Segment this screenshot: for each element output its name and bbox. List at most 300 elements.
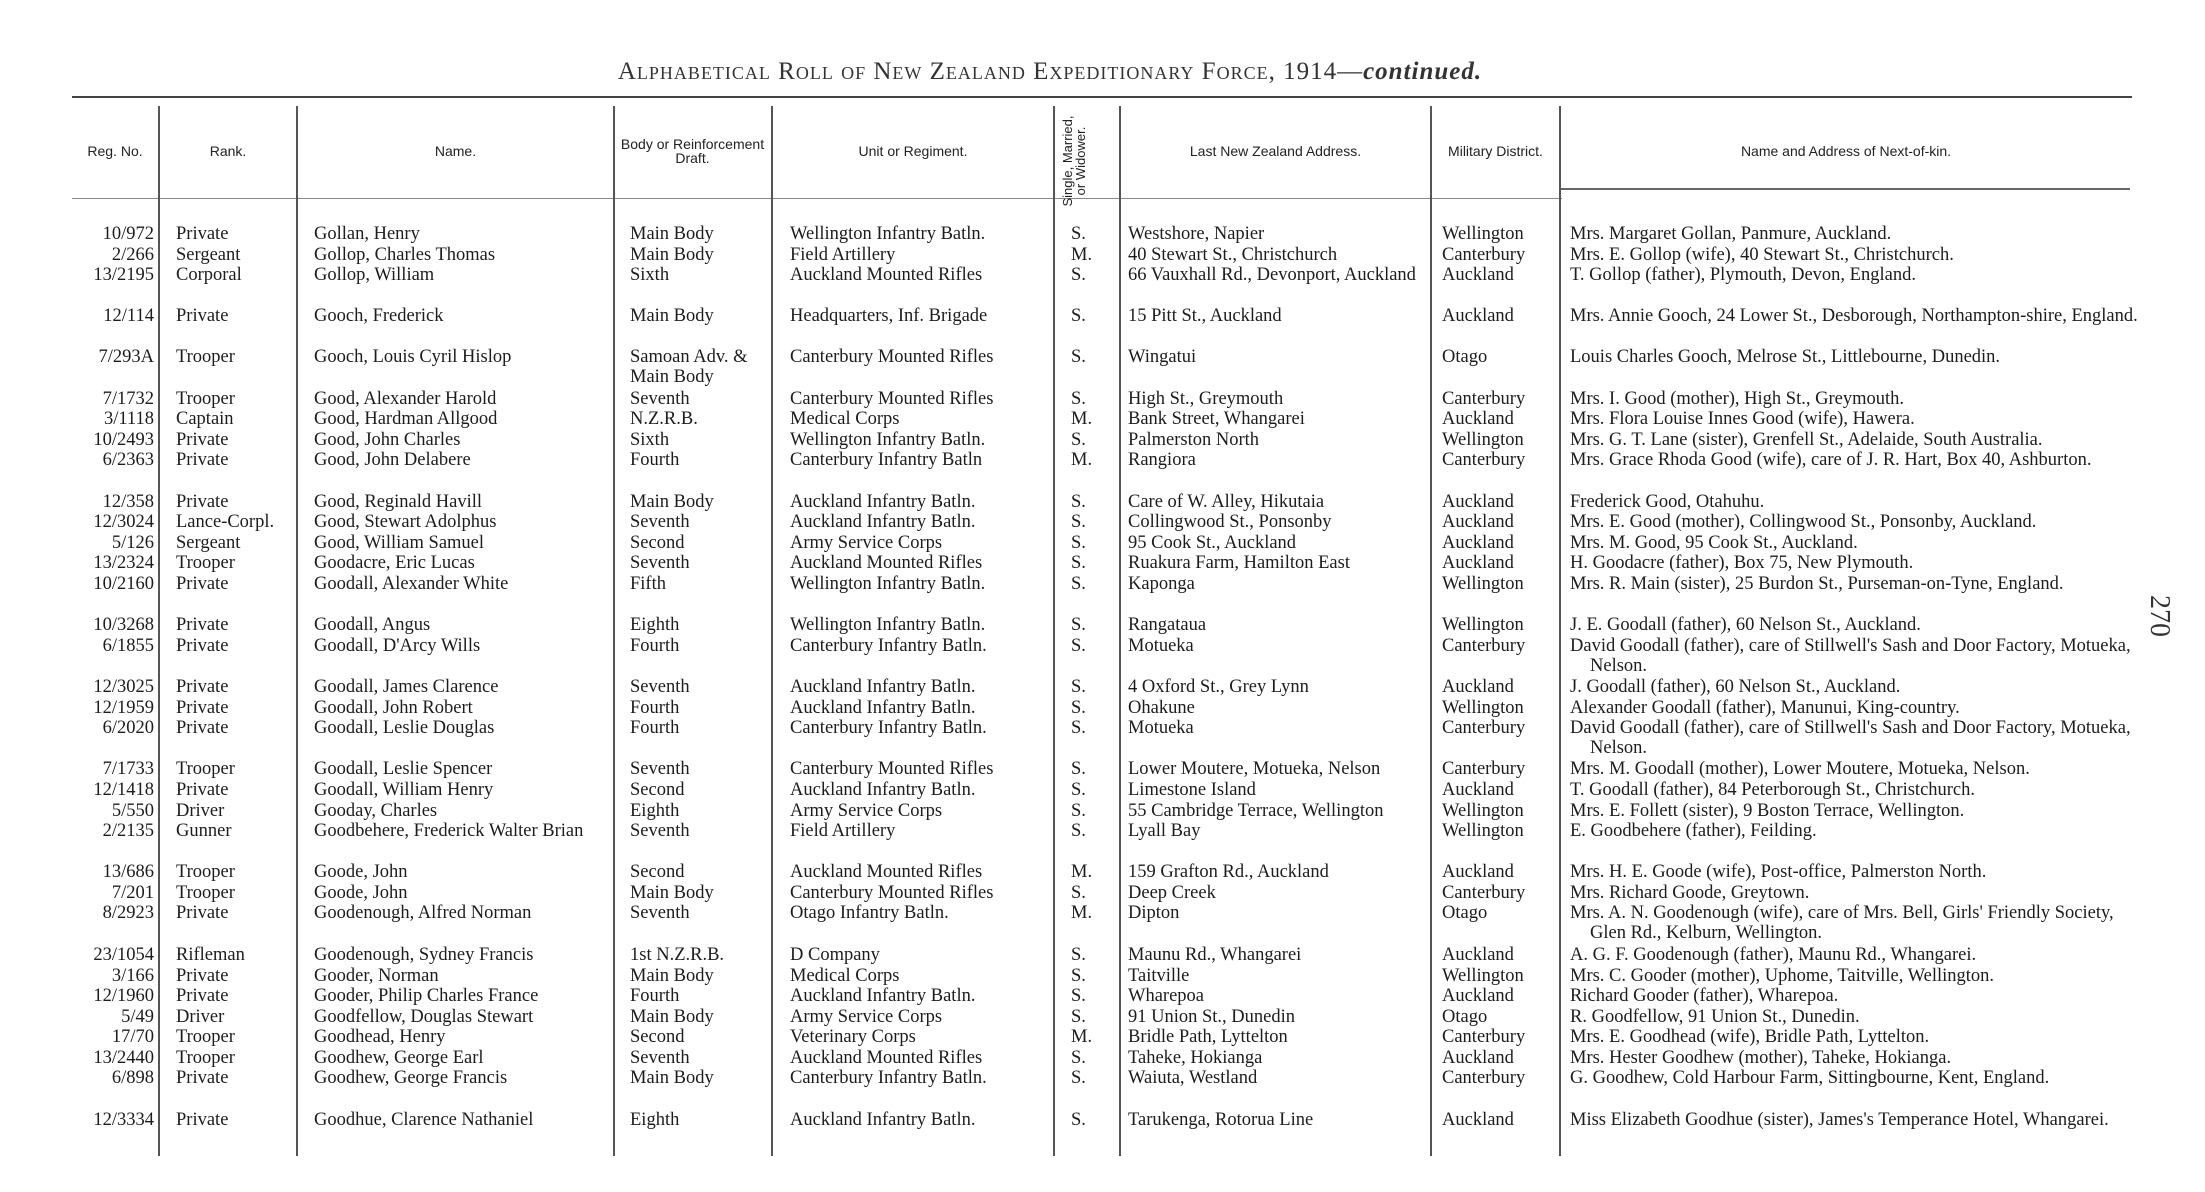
cell-kin: Richard Gooder (father), Wharepoa. [1570,986,1839,1006]
cell-rank: Private [176,492,229,512]
cell-status: S. [1071,265,1086,285]
cell-name: Gooder, Norman [314,966,439,986]
cell-name: Goodall, William Henry [314,780,494,800]
cell-draft: Main Body [630,245,714,265]
cell-rank: Trooper [176,862,235,882]
cell-name: Good, Stewart Adolphus [314,512,497,532]
cell-status: M. [1071,409,1093,429]
header-unit: Unit or Regiment. [858,143,968,159]
cell-kin: Mrs. H. E. Goode (wife), Post-office, Palmerston North. [1570,862,1987,882]
cell-rank: Private [176,450,229,470]
cell-district: Auckland [1442,945,1514,965]
cell-district: Wellington [1442,801,1524,821]
cell-status: S. [1071,636,1086,656]
cell-kin: Mrs. E. Follett (sister), 9 Boston Terrace, Wellington. [1570,801,1965,821]
column-rule [1053,106,1055,1156]
cell-district: Canterbury [1442,450,1526,470]
cell-reg: 12/3334 [93,1110,154,1130]
cell-kin: J. E. Goodall (father), 60 Nelson St., Auckland. [1570,615,1921,635]
cell-rank: Lance-Corpl. [176,512,275,532]
cell-unit: Canterbury Mounted Rifles [790,347,994,367]
cell-kin: Mrs. A. N. Goodenough (wife), care of Mrs. Bell, Girls' Friendly Society, Glen Rd., Kelburn, Wellington. [1570,903,2114,943]
cell-status: S. [1071,1110,1086,1130]
cell-draft: Seventh [630,677,690,697]
cell-draft: Seventh [630,1048,690,1068]
cell-district: Auckland [1442,512,1514,532]
cell-address: Palmerston North [1128,430,1260,450]
cell-draft: Seventh [630,512,690,532]
cell-address: Kaponga [1128,574,1195,594]
cell-district: Auckland [1442,1110,1514,1130]
cell-kin: Mrs. M. Good, 95 Cook St., Auckland. [1570,533,1858,553]
cell-status: S. [1071,533,1086,553]
cell-name: Good, John Delabere [314,450,471,470]
cell-unit: Otago Infantry Batln. [790,903,949,923]
cell-kin: David Goodall (father), care of Stillwell's Sash and Door Factory, Motueka, Nelson. [1570,718,2131,758]
cell-district: Canterbury [1442,1027,1526,1047]
cell-unit: Auckland Infantry Batln. [790,698,976,718]
cell-draft: Main Body [630,883,714,903]
cell-draft: Eighth [630,801,680,821]
cell-reg: 5/49 [121,1007,154,1027]
cell-name: Goodall, Alexander White [314,574,509,594]
cell-district: Auckland [1442,677,1514,697]
cell-reg: 12/1418 [93,780,154,800]
cell-address: Wingatui [1128,347,1197,367]
cell-rank: Private [176,574,229,594]
cell-draft: Eighth [630,615,680,635]
cell-draft: Fourth [630,450,680,470]
cell-kin: H. Goodacre (father), Box 75, New Plymouth. [1570,553,1914,573]
cell-rank: Trooper [176,347,235,367]
cell-reg: 5/550 [111,801,154,821]
cell-district: Canterbury [1442,759,1526,779]
cell-rank: Rifleman [176,945,245,965]
cell-name: Goodall, Angus [314,615,431,635]
cell-draft: Fourth [630,718,680,738]
column-rule [1119,106,1121,1156]
cell-district: Wellington [1442,224,1524,244]
cell-status: S. [1071,1007,1086,1027]
cell-address: 40 Stewart St., Christchurch [1128,245,1338,265]
cell-name: Goodbehere, Frederick Walter Brian [314,821,584,841]
header-next-of-kin: Name and Address of Next-of-kin. [1740,143,1952,159]
cell-kin: Mrs. R. Main (sister), 25 Burdon St., Purseman-on-Tyne, England. [1570,574,2064,594]
cell-name: Goode, John [314,883,408,903]
cell-name: Goodhue, Clarence Nathaniel [314,1110,534,1130]
cell-district: Wellington [1442,574,1524,594]
cell-rank: Trooper [176,1048,235,1068]
cell-draft: Main Body [630,492,714,512]
cell-name: Goodacre, Eric Lucas [314,553,475,573]
cell-kin: Mrs. C. Gooder (mother), Uphome, Taitville, Wellington. [1570,966,1995,986]
cell-address: Wharepoa [1128,986,1205,1006]
cell-reg: 12/1960 [93,986,154,1006]
column-rule [1559,106,1561,1156]
cell-address: Westshore, Napier [1128,224,1265,244]
cell-status: S. [1071,698,1086,718]
cell-status: S. [1071,389,1086,409]
cell-address: Bank Street, Whangarei [1128,409,1305,429]
header-status: Single, Married, or Widower. [1060,115,1088,207]
cell-address: Ohakune [1128,698,1195,718]
cell-kin: Mrs. Flora Louise Innes Good (wife), Hawera. [1570,409,1915,429]
cell-address: 55 Cambridge Terrace, Wellington [1128,801,1384,821]
cell-kin: Mrs. Margaret Gollan, Panmure, Auckland. [1570,224,1892,244]
cell-district: Auckland [1442,409,1514,429]
cell-unit: Auckland Infantry Batln. [790,780,976,800]
cell-rank: Private [176,780,229,800]
cell-draft: Fourth [630,636,680,656]
cell-rank: Private [176,224,229,244]
cell-rank: Private [176,677,229,697]
header-draft: Body or Reinforcement Draft. [620,136,765,166]
cell-district: Auckland [1442,1048,1514,1068]
cell-district: Canterbury [1442,636,1526,656]
cell-name: Goodhead, Henry [314,1027,446,1047]
cell-district: Wellington [1442,966,1524,986]
cell-district: Wellington [1442,430,1524,450]
cell-unit: Canterbury Infantry Batln. [790,718,987,738]
cell-status: M. [1071,245,1093,265]
cell-reg: 7/293A [98,347,154,367]
cell-reg: 12/3025 [93,677,154,697]
cell-address: Lower Moutere, Motueka, Nelson [1128,759,1381,779]
cell-reg: 10/2160 [93,574,154,594]
cell-rank: Sergeant [176,533,241,553]
cell-rank: Private [176,1068,229,1088]
cell-district: Canterbury [1442,883,1526,903]
cell-address: Taheke, Hokianga [1128,1048,1263,1068]
cell-district: Canterbury [1442,718,1526,738]
cell-rank: Trooper [176,389,235,409]
cell-status: S. [1071,553,1086,573]
cell-draft: Seventh [630,759,690,779]
cell-unit: Wellington Infantry Batln. [790,224,986,244]
cell-status: S. [1071,512,1086,532]
cell-status: S. [1071,430,1086,450]
cell-address: Limestone Island [1128,780,1256,800]
header-bottom-rule-right [1560,188,2130,190]
cell-address: Rangiora [1128,450,1196,470]
cell-address: Taitville [1128,966,1190,986]
cell-draft: Main Body [630,224,714,244]
cell-district: Auckland [1442,265,1514,285]
cell-district: Otago [1442,347,1488,367]
cell-status: M. [1071,450,1093,470]
cell-kin: Mrs. I. Good (mother), High St., Greymouth. [1570,389,1904,409]
cell-draft: Second [630,862,685,882]
cell-draft: Main Body [630,306,714,326]
cell-district: Auckland [1442,492,1514,512]
cell-draft: Second [630,780,685,800]
cell-rank: Trooper [176,883,235,903]
header-top-rule [72,96,2132,98]
cell-kin: Frederick Good, Otahuhu. [1570,492,1765,512]
cell-unit: Field Artillery [790,821,896,841]
cell-name: Goode, John [314,862,408,882]
cell-district: Auckland [1442,533,1514,553]
cell-draft: 1st N.Z.R.B. [630,945,725,965]
header-address: Last New Zealand Address. [1189,143,1362,159]
cell-address: 159 Grafton Rd., Auckland [1128,862,1329,882]
cell-reg: 13/2440 [93,1048,154,1068]
cell-reg: 3/1118 [103,409,154,429]
cell-unit: Auckland Infantry Batln. [790,492,976,512]
cell-status: S. [1071,1048,1086,1068]
cell-draft: Fifth [630,574,666,594]
cell-name: Good, John Charles [314,430,461,450]
cell-status: S. [1071,718,1086,738]
cell-draft: Seventh [630,821,690,841]
cell-unit: Canterbury Mounted Rifles [790,389,994,409]
cell-address: 91 Union St., Dunedin [1128,1007,1296,1027]
cell-kin: Mrs. E. Good (mother), Collingwood St., Ponsonby, Auckland. [1570,512,2037,532]
cell-status: S. [1071,1068,1086,1088]
cell-status: S. [1071,615,1086,635]
cell-address: Tarukenga, Rotorua Line [1128,1110,1314,1130]
cell-name: Gooday, Charles [314,801,438,821]
cell-rank: Private [176,966,229,986]
cell-draft: N.Z.R.B. [630,409,698,429]
cell-unit: Auckland Mounted Rifles [790,553,983,573]
cell-status: M. [1071,1027,1093,1047]
cell-status: S. [1071,492,1086,512]
cell-unit: Veterinary Corps [790,1027,916,1047]
cell-address: Collingwood St., Ponsonby [1128,512,1332,532]
cell-address: Care of W. Alley, Hikutaia [1128,492,1325,512]
cell-address: Dipton [1128,903,1180,923]
header-name: Name. [434,143,477,159]
cell-address: 15 Pitt St., Auckland [1128,306,1282,326]
cell-draft: Main Body [630,1007,714,1027]
cell-address: Bridle Path, Lyttelton [1128,1027,1288,1047]
cell-name: Goodall, John Robert [314,698,473,718]
cell-district: Otago [1442,903,1488,923]
cell-unit: Army Service Corps [790,801,943,821]
column-rule [771,106,773,1156]
cell-name: Gooch, Frederick [314,306,444,326]
cell-reg: 13/2324 [93,553,154,573]
cell-draft: Sixth [630,265,670,285]
cell-unit: Canterbury Infantry Batln [790,450,983,470]
cell-name: Goodfellow, Douglas Stewart [314,1007,534,1027]
cell-status: S. [1071,780,1086,800]
cell-unit: Auckland Mounted Rifles [790,862,983,882]
header-district: Military District. [1448,143,1543,159]
cell-unit: Auckland Infantry Batln. [790,986,976,1006]
cell-reg: 5/126 [111,533,154,553]
cell-reg: 12/1959 [93,698,154,718]
cell-address: Waiuta, Westland [1128,1068,1258,1088]
header-rank: Rank. [209,143,247,159]
cell-address: Ruakura Farm, Hamilton East [1128,553,1350,573]
cell-district: Auckland [1442,553,1514,573]
cell-address: High St., Greymouth [1128,389,1284,409]
cell-name: Gooch, Louis Cyril Hislop [314,347,512,367]
cell-reg: 8/2923 [102,903,154,923]
cell-status: S. [1071,347,1086,367]
cell-unit: Medical Corps [790,409,900,429]
cell-unit: Auckland Infantry Batln. [790,677,976,697]
cell-reg: 13/686 [102,862,154,882]
cell-reg: 12/114 [103,306,154,326]
cell-status: S. [1071,883,1086,903]
cell-name: Goodall, D'Arcy Wills [314,636,481,656]
cell-kin: Mrs. Richard Goode, Greytown. [1570,883,1810,903]
cell-rank: Driver [176,1007,225,1027]
cell-name: Gollop, William [314,265,435,285]
cell-kin: Mrs. Hester Goodhew (mother), Taheke, Hokianga. [1570,1048,1952,1068]
cell-unit: Canterbury Infantry Batln. [790,1068,987,1088]
cell-name: Goodall, Leslie Douglas [314,718,495,738]
cell-district: Wellington [1442,615,1524,635]
cell-unit: Auckland Infantry Batln. [790,1110,976,1130]
cell-district: Canterbury [1442,245,1526,265]
cell-rank: Private [176,698,229,718]
cell-draft: Samoan Adv. & Main Body [630,347,748,387]
column-rule [296,106,298,1156]
cell-kin: Mrs. Annie Gooch, 24 Lower St., Desborough, Northampton-shire, England. [1570,306,2138,326]
cell-status: S. [1071,574,1086,594]
cell-unit: Auckland Mounted Rifles [790,265,983,285]
cell-draft: Sixth [630,430,670,450]
cell-name: Goodenough, Alfred Norman [314,903,532,923]
cell-rank: Private [176,615,229,635]
cell-draft: Seventh [630,903,690,923]
cell-kin: Mrs. M. Goodall (mother), Lower Moutere, Motueka, Nelson. [1570,759,2030,779]
cell-unit: Canterbury Infantry Batln. [790,636,987,656]
cell-district: Auckland [1442,986,1514,1006]
cell-address: Maunu Rd., Whangarei [1128,945,1302,965]
cell-rank: Private [176,636,229,656]
cell-district: Auckland [1442,306,1514,326]
cell-reg: 6/898 [111,1068,154,1088]
cell-rank: Private [176,903,229,923]
cell-draft: Main Body [630,966,714,986]
cell-reg: 2/2135 [102,821,154,841]
cell-kin: A. G. F. Goodenough (father), Maunu Rd., Whangarei. [1570,945,1977,965]
cell-unit: Field Artillery [790,245,896,265]
cell-name: Good, Alexander Harold [314,389,497,409]
cell-name: Good, Reginald Havill [314,492,483,512]
cell-address: Motueka [1128,636,1194,656]
cell-unit: Army Service Corps [790,533,943,553]
cell-draft: Seventh [630,389,690,409]
cell-name: Gollop, Charles Thomas [314,245,496,265]
cell-rank: Private [176,1110,229,1130]
cell-reg: 12/358 [102,492,154,512]
cell-address: 4 Oxford St., Grey Lynn [1128,677,1309,697]
cell-kin: G. Goodhew, Cold Harbour Farm, Sittingbourne, Kent, England. [1570,1068,2050,1088]
cell-draft: Second [630,533,685,553]
cell-unit: Canterbury Mounted Rifles [790,883,994,903]
cell-kin: R. Goodfellow, 91 Union St., Dunedin. [1570,1007,1860,1027]
cell-reg: 3/166 [111,966,154,986]
cell-draft: Main Body [630,1068,714,1088]
cell-status: S. [1071,306,1086,326]
cell-reg: 10/3268 [93,615,154,635]
cell-rank: Private [176,430,229,450]
cell-district: Wellington [1442,821,1524,841]
cell-status: M. [1071,862,1093,882]
cell-district: Canterbury [1442,389,1526,409]
cell-unit: Army Service Corps [790,1007,943,1027]
cell-draft: Second [630,1027,685,1047]
cell-rank: Private [176,986,229,1006]
cell-reg: 6/1855 [102,636,154,656]
cell-kin: J. Goodall (father), 60 Nelson St., Auckland. [1570,677,1901,697]
cell-reg: 7/201 [111,883,154,903]
cell-kin: Alexander Goodall (father), Manunui, King-country. [1570,698,1960,718]
title-continued: continued. [1363,58,1483,85]
cell-status: S. [1071,986,1086,1006]
cell-address: 66 Vauxhall Rd., Devonport, Auckland [1128,265,1416,285]
cell-draft: Fourth [630,698,680,718]
cell-status: S. [1071,224,1086,244]
cell-status: S. [1071,759,1086,779]
cell-name: Good, William Samuel [314,533,485,553]
cell-unit: Canterbury Mounted Rifles [790,759,994,779]
cell-status: S. [1071,801,1086,821]
cell-reg: 7/1732 [102,389,154,409]
cell-status: S. [1071,821,1086,841]
cell-draft: Eighth [630,1110,680,1130]
cell-unit: Auckland Mounted Rifles [790,1048,983,1068]
cell-rank: Private [176,718,229,738]
cell-reg: 6/2020 [102,718,154,738]
cell-reg: 13/2195 [93,265,154,285]
cell-reg: 17/70 [111,1027,154,1047]
cell-unit: Auckland Infantry Batln. [790,512,976,532]
cell-kin: T. Gollop (father), Plymouth, Devon, England. [1570,265,1916,285]
cell-reg: 12/3024 [93,512,154,532]
cell-kin: Louis Charles Gooch, Melrose St., Littlebourne, Dunedin. [1570,347,2001,367]
cell-kin: E. Goodbehere (father), Feilding. [1570,821,1817,841]
cell-rank: Sergeant [176,245,241,265]
cell-district: Canterbury [1442,1068,1526,1088]
cell-kin: David Goodall (father), care of Stillwell's Sash and Door Factory, Motueka, Nelson. [1570,636,2131,676]
cell-draft: Fourth [630,986,680,1006]
cell-address: Motueka [1128,718,1194,738]
title-main: Alphabetical Roll of New Zealand Expeditionary Force, 1914 [617,58,1338,85]
cell-reg: 10/972 [102,224,154,244]
cell-reg: 7/1733 [102,759,154,779]
cell-name: Gooder, Philip Charles France [314,986,539,1006]
cell-name: Gollan, Henry [314,224,420,244]
cell-status: S. [1071,945,1086,965]
cell-rank: Captain [176,409,234,429]
cell-unit: Headquarters, Inf. Brigade [790,306,988,326]
cell-unit: Wellington Infantry Batln. [790,574,986,594]
cell-reg: 2/266 [111,245,154,265]
cell-unit: D Company [790,945,880,965]
cell-rank: Private [176,306,229,326]
cell-rank: Trooper [176,553,235,573]
cell-name: Goodhew, George Francis [314,1068,508,1088]
cell-kin: Miss Elizabeth Goodhue (sister), James's Temperance Hotel, Whangarei. [1570,1110,2109,1130]
cell-address: Deep Creek [1128,883,1216,903]
cell-address: Rangataua [1128,615,1207,635]
cell-kin: Mrs. E. Goodhead (wife), Bridle Path, Lyttelton. [1570,1027,1930,1047]
cell-unit: Wellington Infantry Batln. [790,430,986,450]
cell-unit: Wellington Infantry Batln. [790,615,986,635]
cell-district: Wellington [1442,698,1524,718]
cell-name: Goodall, Leslie Spencer [314,759,493,779]
cell-reg: 10/2493 [93,430,154,450]
cell-reg: 23/1054 [93,945,154,965]
cell-address: 95 Cook St., Auckland [1128,533,1297,553]
